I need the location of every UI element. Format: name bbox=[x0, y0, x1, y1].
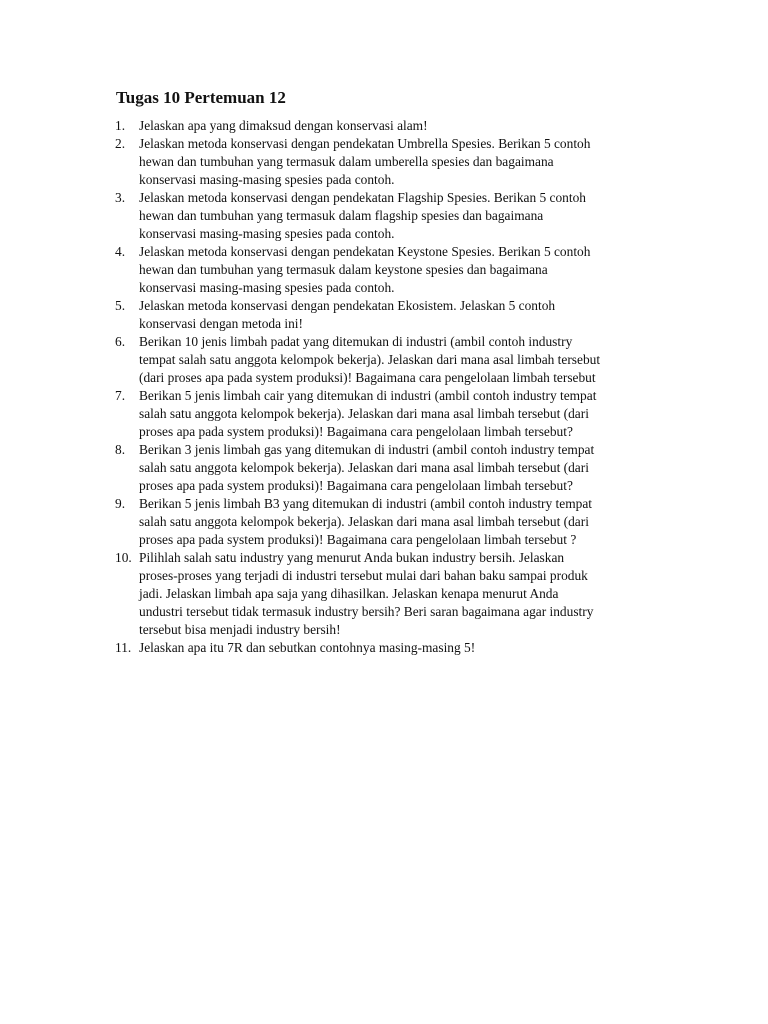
list-item-number: 4. bbox=[115, 244, 126, 259]
list-item-number: 2. bbox=[115, 136, 126, 151]
list-item-number: 10. bbox=[115, 550, 132, 565]
list-item-text: Jelaskan apa itu 7R dan sebutkan contohnya masing-masing 5! bbox=[139, 640, 476, 655]
document-title: Tugas 10 Pertemuan 12 bbox=[116, 88, 286, 107]
list-item bbox=[115, 243, 675, 297]
list-item-number: 11. bbox=[115, 640, 132, 655]
task-list bbox=[115, 117, 675, 657]
list-item-text: Jelaskan apa yang dimaksud dengan konservasi alam! bbox=[139, 118, 428, 133]
list-item bbox=[115, 495, 675, 549]
list-item-text: Berikan 5 jenis limbah B3 yang ditemukan di industri (ambil contoh industry tempat salah satu anggota kelompok bekerja). Jelaskan dari mana asal limbah tersebut (dari proses apa pada system produksi)! Bagaimana cara pengelolaan limbah tersebut ? bbox=[139, 496, 592, 547]
list-item bbox=[115, 135, 675, 189]
list-item-number: 5. bbox=[115, 298, 126, 313]
list-item-text: Jelaskan metoda konservasi dengan pendekatan Umbrella Spesies. Berikan 5 contoh hewan dan tumbuhan yang termasuk dalam umberella spesies dan bagaimana konservasi masing-masing spesies pada contoh. bbox=[139, 136, 591, 187]
list-item bbox=[115, 297, 675, 333]
list-item bbox=[115, 441, 675, 495]
list-item-text: Pilihlah salah satu industry yang menurut Anda bukan industry bersih. Jelaskan proses-proses yang terjadi di industri tersebut mulai dari bahan baku sampai produk jadi. Jelaskan limbah apa saja yang dihasilkan. Jelaskan kenapa menurut Anda undustri tersebut tidak termasuk industry bersih? Beri saran bagaimana agar industry tersebut bisa menjadi industry bersih! bbox=[139, 550, 594, 637]
list-item-text: Berikan 10 jenis limbah padat yang ditemukan di industri (ambil contoh industry tempat salah satu anggota kelompok bekerja). Jelaskan dari mana asal limbah tersebut (dari proses apa pada system produksi)! Bagaimana cara pengelolaan limbah tersebut bbox=[139, 334, 601, 385]
list-item-text: Jelaskan metoda konservasi dengan pendekatan Ekosistem. Jelaskan 5 contoh konservasi dengan metoda ini! bbox=[139, 298, 556, 331]
list-item-text: Berikan 5 jenis limbah cair yang ditemukan di industri (ambil contoh industry tempat salah satu anggota kelompok bekerja). Jelaskan dari mana asal limbah tersebut (dari proses apa pada system produksi)! Bagaimana cara pengelolaan limbah tersebut? bbox=[139, 388, 597, 439]
list-item-number: 6. bbox=[115, 334, 126, 349]
list-item-number: 1. bbox=[115, 118, 126, 133]
list-item-number: 3. bbox=[115, 190, 126, 205]
list-item bbox=[115, 189, 675, 243]
list-item-text: Jelaskan metoda konservasi dengan pendekatan Keystone Spesies. Berikan 5 contoh hewan dan tumbuhan yang termasuk dalam keystone spesies dan bagaimana konservasi masing-masing spesies pada contoh. bbox=[139, 244, 591, 295]
list-item bbox=[115, 333, 675, 387]
list-item bbox=[115, 387, 675, 441]
list-item bbox=[115, 117, 675, 135]
list-item-number: 9. bbox=[115, 496, 126, 511]
list-item-text: Berikan 3 jenis limbah gas yang ditemukan di industri (ambil contoh industry tempat salah satu anggota kelompok bekerja). Jelaskan dari mana asal limbah tersebut (dari proses apa pada system produksi)! Bagaimana cara pengelolaan limbah tersebut? bbox=[139, 442, 595, 493]
list-item-number: 8. bbox=[115, 442, 126, 457]
list-item bbox=[115, 549, 675, 639]
list-item bbox=[115, 639, 675, 657]
list-item-number: 7. bbox=[115, 388, 126, 403]
list-item-text: Jelaskan metoda konservasi dengan pendekatan Flagship Spesies. Berikan 5 contoh hewan dan tumbuhan yang termasuk dalam flagship spesies dan bagaimana konservasi masing-masing spesies pada contoh. bbox=[139, 190, 586, 241]
